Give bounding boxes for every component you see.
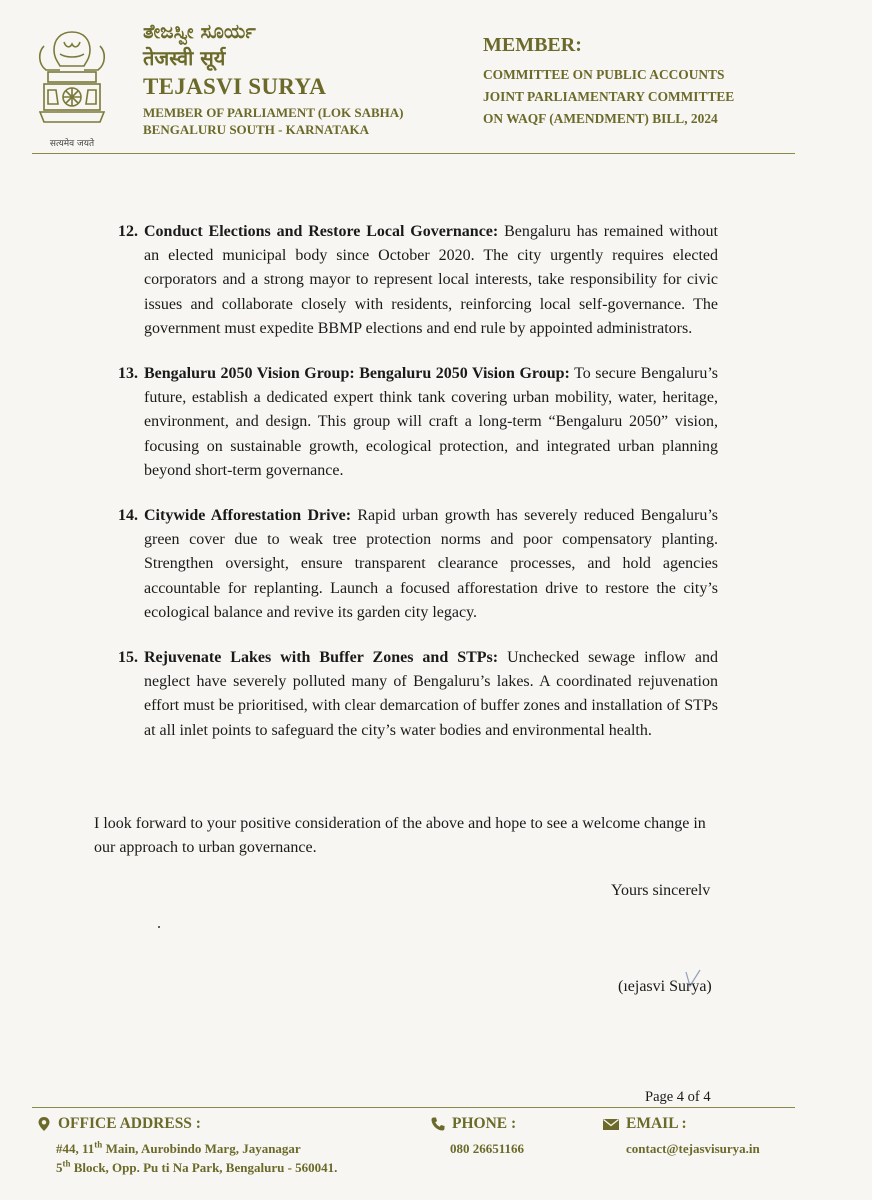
stray-mark [158, 926, 160, 928]
item-title: Bengaluru 2050 Vision Group: Bengaluru 2050 Vision Group: [144, 365, 570, 383]
name-english: TEJASVI SURYA [143, 74, 327, 99]
item-text: To secure Bengaluru’s future, establish a dedicated expert think tank covering urban mobility, water, heritage, environment, and design. This group will craft a long-term “Bengaluru 2050” vision, focusing on sustainable growth, ecological protection, and integrated urban planning beyond short-term governance. [144, 365, 719, 479]
item-title: Conduct Elections and Restore Local Governance: [144, 223, 499, 240]
item-title: Citywide Afforestation Drive: [144, 507, 352, 525]
closing-paragraph: I look forward to your positive consideration of the above and hope to see a welcome change in our approach to urban governance. [94, 815, 706, 857]
email-address[interactable]: contact@tejasvisurya.in [626, 1141, 760, 1156]
item-number: 14. [118, 507, 138, 525]
member-label: MEMBER: [483, 34, 582, 56]
signer-name: (ıejasvi Surya) [618, 978, 712, 995]
footer-phone [430, 1114, 590, 1158]
item-title: Rejuvenate Lakes with Buffer Zones and STPs: [144, 649, 499, 667]
name-hindi: तेजस्वी सूर्य [143, 46, 226, 70]
address-text [36, 1139, 416, 1177]
address-line-2: 5th Block, Opp. Pu ti Na Park, Bengaluru - 560041. [56, 1158, 338, 1175]
membership-block [483, 32, 803, 130]
phone-number[interactable]: 080 26651166 [450, 1141, 525, 1156]
envelope-icon [602, 1116, 620, 1132]
list-item [118, 220, 718, 341]
national-emblem [30, 24, 114, 152]
item-number: 15. [118, 649, 138, 667]
email-label: EMAIL : [626, 1115, 687, 1132]
emblem-motto: सत्यमेव जयते [49, 139, 95, 149]
footer-divider [32, 1107, 795, 1108]
phone-icon [430, 1116, 446, 1132]
committee-line: COMMITTEE ON PUBLIC ACCOUNTS [483, 67, 725, 82]
recommendation-list [118, 220, 718, 764]
designation: MEMBER OF PARLIAMENT (LOK SABHA) [143, 105, 404, 120]
list-item [118, 646, 718, 743]
national-emblem-icon [30, 24, 114, 136]
item-text: Unchecked sewage inflow and neglect have severely polluted many of Bengaluru’s lakes. A coordinated rejuvenation effort must be prioritised, with clear demarcation of buffer zones and installation of STPs at all inlet points to safeguard the city’s water bodies and environmental health. [144, 649, 719, 739]
address-label: OFFICE ADDRESS : [58, 1115, 201, 1132]
sign-off: Yours sincerelv [611, 882, 711, 899]
phone-label: PHONE : [452, 1115, 517, 1132]
name-kannada: ತೇಜಸ್ವೀ ಸೂರ್ಯ [143, 19, 256, 43]
item-text: Rapid urban growth has severely reduced Bengaluru’s green cover due to weak tree protection norms and poor compensatory planting. Strengthen oversight, ensure transparent clearance processes, and hold agencies accountable for replanting. Launch a focused afforestation drive to restore the city’s ecological balance and revive its garden city legacy. [144, 507, 719, 621]
address-line-1: #44, 11th Main, Aurobindo Marg, Jayanagar [56, 1139, 301, 1156]
footer-email [602, 1114, 802, 1158]
header-divider [32, 153, 795, 154]
footer-address [36, 1114, 416, 1177]
item-text: Bengaluru has remained without an elected municipal body since October 2020. The city urgently requires elected corporators and a strong mayor to represent local interests, take responsibility for civic issues and collaborate closely with residents, reinforcing local self-governance. The government must expedite BBMP elections and end rule by appointed administrators. [144, 223, 718, 337]
committee-line: JOINT PARLIAMENTARY COMMITTEE [483, 89, 735, 104]
list-item [118, 504, 718, 625]
item-number: 12. [118, 223, 138, 240]
committee-line: ON WAQF (AMENDMENT) BILL, 2024 [483, 111, 718, 126]
constituency: BENGALURU SOUTH - KARNATAKA [143, 122, 369, 137]
list-item [118, 362, 718, 483]
mp-identity [143, 18, 463, 138]
item-number: 13. [118, 365, 138, 383]
page-number: Page 4 of 4 [645, 1089, 711, 1105]
location-pin-icon [36, 1116, 52, 1132]
